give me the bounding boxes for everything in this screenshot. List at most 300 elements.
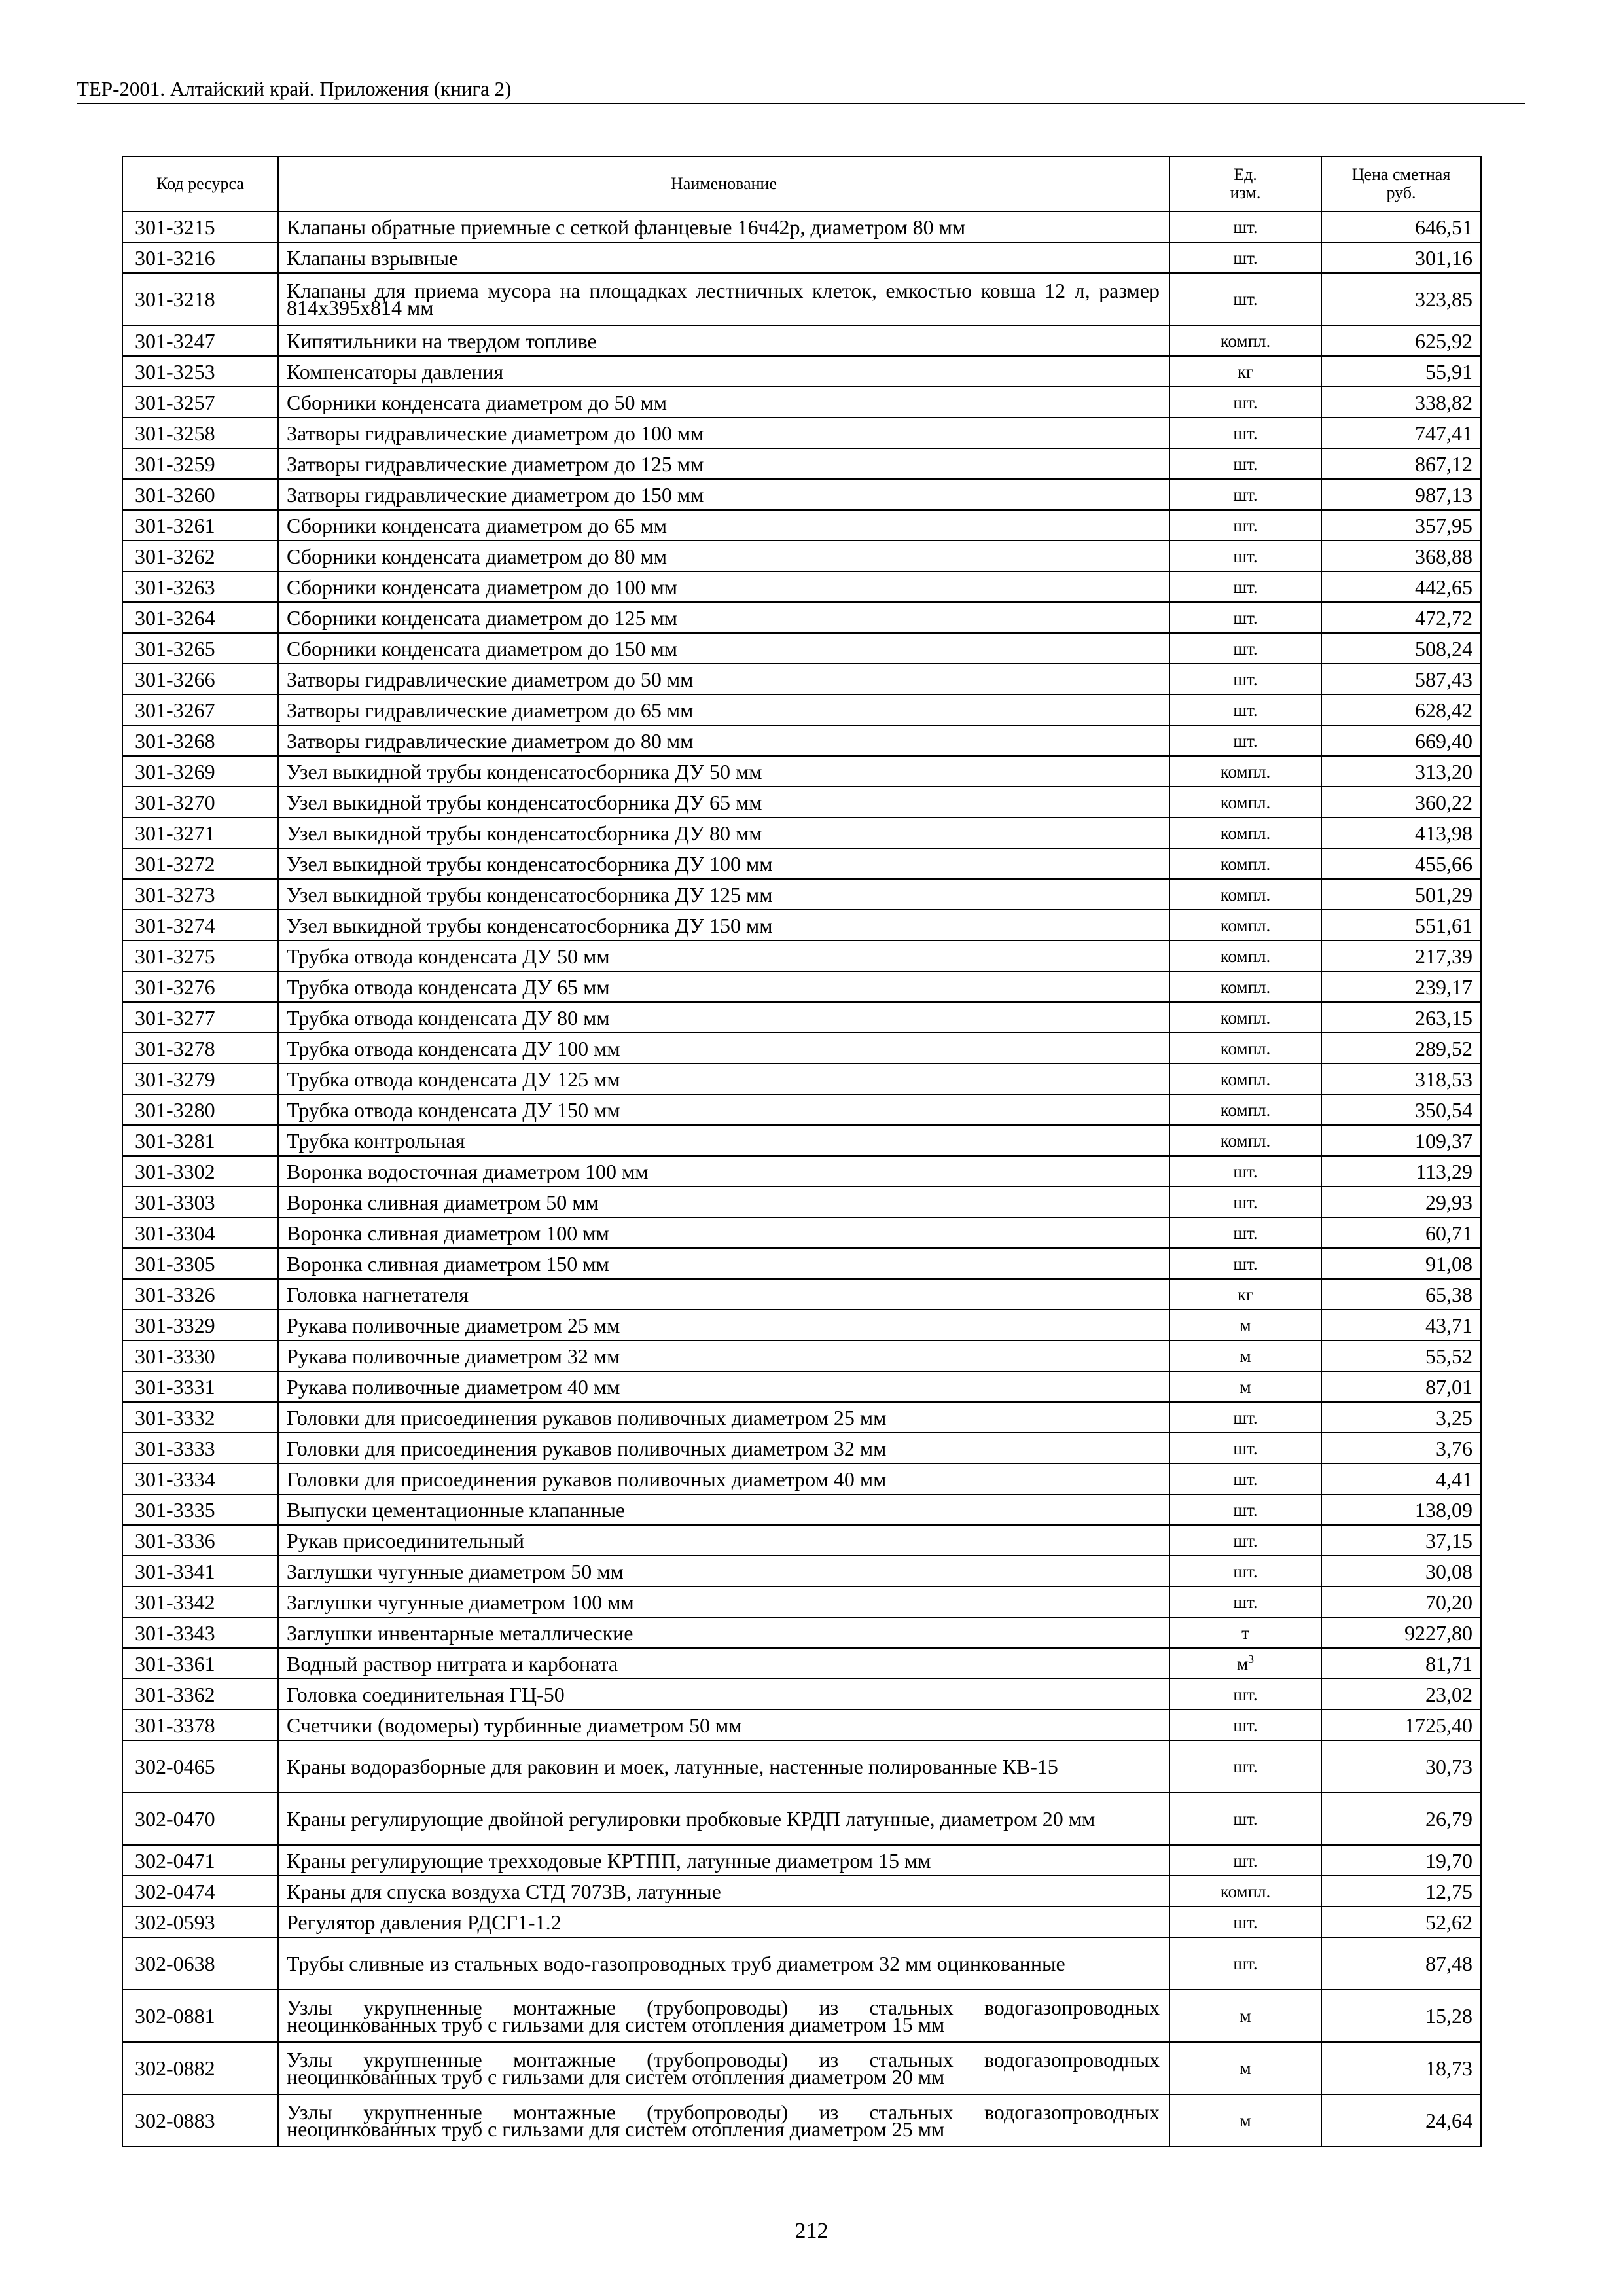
resource-code: 301-3341 bbox=[122, 1556, 278, 1587]
table-row bbox=[122, 1433, 1481, 1463]
resource-name: Затворы гидравлические диаметром до 100 мм bbox=[278, 418, 1169, 448]
resource-unit: шт. bbox=[1169, 1937, 1321, 1990]
resource-unit: кг bbox=[1169, 356, 1321, 387]
table-row bbox=[122, 1217, 1481, 1248]
resource-table bbox=[122, 156, 1482, 2147]
resource-name: Воронка сливная диаметром 100 мм bbox=[278, 1217, 1169, 1248]
resource-name: Рукава поливочные диаметром 25 мм bbox=[278, 1310, 1169, 1340]
resource-price: 551,61 bbox=[1321, 910, 1481, 941]
table-row bbox=[122, 1907, 1481, 1937]
resource-code: 301-3260 bbox=[122, 479, 278, 510]
resource-unit: компл. bbox=[1169, 1094, 1321, 1125]
table-row bbox=[122, 1248, 1481, 1279]
resource-unit: шт. bbox=[1169, 1463, 1321, 1494]
table-row bbox=[122, 418, 1481, 448]
resource-price: 24,64 bbox=[1321, 2094, 1481, 2147]
resource-price: 87,48 bbox=[1321, 1937, 1481, 1990]
resource-price: 87,01 bbox=[1321, 1371, 1481, 1402]
resource-name: Узел выкидной трубы конденсатосборника ДУ 80 мм bbox=[278, 817, 1169, 848]
resource-name: Краны для спуска воздуха СТД 7073В, латунные bbox=[278, 1876, 1169, 1907]
resource-code: 302-0638 bbox=[122, 1937, 278, 1990]
resource-name: Клапаны обратные приемные с сеткой фланцевые 16ч42р, диаметром 80 мм bbox=[278, 211, 1169, 242]
table-row bbox=[122, 1002, 1481, 1033]
header-price-line1: Цена сметная bbox=[1351, 165, 1451, 184]
resource-code: 301-3272 bbox=[122, 848, 278, 879]
resource-code: 301-3303 bbox=[122, 1187, 278, 1217]
resource-name: Заглушки чугунные диаметром 100 мм bbox=[278, 1587, 1169, 1617]
resource-unit: шт. bbox=[1169, 448, 1321, 479]
resource-name: Головка нагнетателя bbox=[278, 1279, 1169, 1310]
resource-code: 301-3266 bbox=[122, 664, 278, 694]
resource-unit: $м^3$ bbox=[1169, 1648, 1321, 1679]
resource-price: 19,70 bbox=[1321, 1845, 1481, 1876]
resource-unit: компл. bbox=[1169, 787, 1321, 817]
resource-unit: шт. bbox=[1169, 479, 1321, 510]
table-row bbox=[122, 1587, 1481, 1617]
resource-unit: компл. bbox=[1169, 1002, 1321, 1033]
resource-code: 301-3302 bbox=[122, 1156, 278, 1187]
table-row bbox=[122, 1156, 1481, 1187]
resource-unit: шт. bbox=[1169, 571, 1321, 602]
table-row bbox=[122, 848, 1481, 879]
resource-unit: м bbox=[1169, 2094, 1321, 2147]
resource-price: 43,71 bbox=[1321, 1310, 1481, 1340]
resource-code: 301-3279 bbox=[122, 1064, 278, 1094]
resource-price: 625,92 bbox=[1321, 325, 1481, 356]
resource-price: 501,29 bbox=[1321, 879, 1481, 910]
page-number: 212 bbox=[794, 2219, 829, 2243]
resource-unit: шт. bbox=[1169, 273, 1321, 325]
resource-price: 113,29 bbox=[1321, 1156, 1481, 1187]
resource-price: 301,16 bbox=[1321, 242, 1481, 273]
table-row bbox=[122, 879, 1481, 910]
resource-code: 302-0474 bbox=[122, 1876, 278, 1907]
resource-unit: шт. bbox=[1169, 1248, 1321, 1279]
resource-price: 263,15 bbox=[1321, 1002, 1481, 1033]
table-row bbox=[122, 387, 1481, 418]
resource-price: 55,91 bbox=[1321, 356, 1481, 387]
header-unit-line1: Ед. bbox=[1234, 165, 1257, 184]
resource-price: 360,22 bbox=[1321, 787, 1481, 817]
resource-code: 301-3278 bbox=[122, 1033, 278, 1064]
resource-price: 442,65 bbox=[1321, 571, 1481, 602]
resource-name: Затворы гидравлические диаметром до 50 мм bbox=[278, 664, 1169, 694]
table-row bbox=[122, 1494, 1481, 1525]
resource-name: Воронка сливная диаметром 50 мм bbox=[278, 1187, 1169, 1217]
resource-name: Клапаны для приема мусора на площадках лестничных клеток, емкостью ковша 12 л, размер 814х395х814 мм bbox=[278, 273, 1169, 325]
resource-unit: шт. bbox=[1169, 541, 1321, 571]
resource-price: 747,41 bbox=[1321, 418, 1481, 448]
resource-price: 70,20 bbox=[1321, 1587, 1481, 1617]
resource-unit: компл. bbox=[1169, 756, 1321, 787]
resource-price: 313,20 bbox=[1321, 756, 1481, 787]
resource-name: Узел выкидной трубы конденсатосборника ДУ 125 мм bbox=[278, 879, 1169, 910]
resource-unit: шт. bbox=[1169, 510, 1321, 541]
resource-code: 301-3259 bbox=[122, 448, 278, 479]
resource-unit: компл. bbox=[1169, 971, 1321, 1002]
resource-code: 302-0883 bbox=[122, 2094, 278, 2147]
resource-name: Сборники конденсата диаметром до 65 мм bbox=[278, 510, 1169, 541]
resource-code: 302-0471 bbox=[122, 1845, 278, 1876]
header-unit-line2: изм. bbox=[1230, 183, 1261, 202]
table-row bbox=[122, 817, 1481, 848]
resource-unit: шт. bbox=[1169, 1187, 1321, 1217]
resource-unit: шт. bbox=[1169, 1740, 1321, 1793]
resource-name: Трубка контрольная bbox=[278, 1125, 1169, 1156]
resource-price: 30,73 bbox=[1321, 1740, 1481, 1793]
resource-code: 301-3261 bbox=[122, 510, 278, 541]
resource-unit: шт. bbox=[1169, 1679, 1321, 1710]
resource-code: 301-3329 bbox=[122, 1310, 278, 1340]
resource-unit: шт. bbox=[1169, 602, 1321, 633]
resource-unit: шт. bbox=[1169, 211, 1321, 242]
table-row bbox=[122, 602, 1481, 633]
resource-price: 318,53 bbox=[1321, 1064, 1481, 1094]
resource-name: Выпуски цементационные клапанные bbox=[278, 1494, 1169, 1525]
resource-name: Трубка отвода конденсата ДУ 65 мм bbox=[278, 971, 1169, 1002]
header-price bbox=[1321, 156, 1481, 211]
table-row bbox=[122, 1845, 1481, 1876]
resource-code: 301-3333 bbox=[122, 1433, 278, 1463]
resource-name: Трубы сливные из стальных водо-газопроводных труб диаметром 32 мм оцинкованные bbox=[278, 1937, 1169, 1990]
table-row bbox=[122, 1371, 1481, 1402]
resource-name: Кипятильники на твердом топливе bbox=[278, 325, 1169, 356]
resource-price: 37,15 bbox=[1321, 1525, 1481, 1556]
resource-price: 413,98 bbox=[1321, 817, 1481, 848]
resource-unit: шт. bbox=[1169, 1710, 1321, 1740]
resource-name: Краны регулирующие трехходовые КРТПП, латунные диаметром 15 мм bbox=[278, 1845, 1169, 1876]
resource-unit: м bbox=[1169, 1310, 1321, 1340]
table-row bbox=[122, 1990, 1481, 2042]
resource-unit: шт. bbox=[1169, 1845, 1321, 1876]
table-row bbox=[122, 1064, 1481, 1094]
resource-unit: м bbox=[1169, 1990, 1321, 2042]
header-code: Код ресурса bbox=[122, 156, 278, 211]
resource-name: Сборники конденсата диаметром до 50 мм bbox=[278, 387, 1169, 418]
resource-code: 301-3253 bbox=[122, 356, 278, 387]
resource-code: 301-3378 bbox=[122, 1710, 278, 1740]
resource-name: Рукав присоединительный bbox=[278, 1525, 1169, 1556]
resource-code: 301-3267 bbox=[122, 694, 278, 725]
resource-code: 301-3275 bbox=[122, 941, 278, 971]
resource-price: 289,52 bbox=[1321, 1033, 1481, 1064]
table-row bbox=[122, 1740, 1481, 1793]
resource-unit: шт. bbox=[1169, 633, 1321, 664]
resource-code: 302-0882 bbox=[122, 2042, 278, 2094]
table-row bbox=[122, 941, 1481, 971]
resource-code: 301-3263 bbox=[122, 571, 278, 602]
resource-code: 301-3218 bbox=[122, 273, 278, 325]
resource-price: 217,39 bbox=[1321, 941, 1481, 971]
table-row bbox=[122, 1402, 1481, 1433]
table-row bbox=[122, 273, 1481, 325]
resource-price: 15,28 bbox=[1321, 1990, 1481, 2042]
resource-code: 301-3265 bbox=[122, 633, 278, 664]
table-row bbox=[122, 1937, 1481, 1990]
resource-code: 301-3276 bbox=[122, 971, 278, 1002]
resource-price: 26,79 bbox=[1321, 1793, 1481, 1845]
resource-name: Головки для присоединения рукавов поливочных диаметром 32 мм bbox=[278, 1433, 1169, 1463]
table-row bbox=[122, 1617, 1481, 1648]
resource-unit: компл. bbox=[1169, 910, 1321, 941]
table-row bbox=[122, 571, 1481, 602]
resource-price: 138,09 bbox=[1321, 1494, 1481, 1525]
table-row bbox=[122, 448, 1481, 479]
resource-code: 301-3331 bbox=[122, 1371, 278, 1402]
table-row bbox=[122, 1679, 1481, 1710]
resource-name: Рукава поливочные диаметром 40 мм bbox=[278, 1371, 1169, 1402]
resource-code: 301-3247 bbox=[122, 325, 278, 356]
resource-unit: шт. bbox=[1169, 418, 1321, 448]
table-row bbox=[122, 1340, 1481, 1371]
resource-unit: шт. bbox=[1169, 725, 1321, 756]
resource-name: Водный раствор нитрата и карбоната bbox=[278, 1648, 1169, 1679]
table-row bbox=[122, 1556, 1481, 1587]
resource-price: 628,42 bbox=[1321, 694, 1481, 725]
resource-name: Узел выкидной трубы конденсатосборника ДУ 150 мм bbox=[278, 910, 1169, 941]
resource-name: Компенсаторы давления bbox=[278, 356, 1169, 387]
resource-price: 109,37 bbox=[1321, 1125, 1481, 1156]
resource-name: Узел выкидной трубы конденсатосборника ДУ 100 мм bbox=[278, 848, 1169, 879]
resource-unit: компл. bbox=[1169, 941, 1321, 971]
resource-unit: т bbox=[1169, 1617, 1321, 1648]
resource-code: 302-0881 bbox=[122, 1990, 278, 2042]
resource-unit: м bbox=[1169, 1371, 1321, 1402]
resource-code: 301-3268 bbox=[122, 725, 278, 756]
resource-unit: м bbox=[1169, 1340, 1321, 1371]
resource-price: 1725,40 bbox=[1321, 1710, 1481, 1740]
resource-name: Сборники конденсата диаметром до 100 мм bbox=[278, 571, 1169, 602]
resource-code: 301-3216 bbox=[122, 242, 278, 273]
resource-name: Краны водоразборные для раковин и моек, латунные, настенные полированные КВ-15 bbox=[278, 1740, 1169, 1793]
resource-code: 301-3305 bbox=[122, 1248, 278, 1279]
resource-code: 301-3280 bbox=[122, 1094, 278, 1125]
table-row bbox=[122, 479, 1481, 510]
resource-code: 301-3342 bbox=[122, 1587, 278, 1617]
table-row bbox=[122, 541, 1481, 571]
resource-name: Узел выкидной трубы конденсатосборника ДУ 65 мм bbox=[278, 787, 1169, 817]
resource-unit: шт. bbox=[1169, 1494, 1321, 1525]
table-row bbox=[122, 2042, 1481, 2094]
table-row bbox=[122, 1793, 1481, 1845]
resource-unit: компл. bbox=[1169, 1064, 1321, 1094]
resource-price: 3,76 bbox=[1321, 1433, 1481, 1463]
resource-name: Счетчики (водомеры) турбинные диаметром 50 мм bbox=[278, 1710, 1169, 1740]
resource-unit: шт. bbox=[1169, 1217, 1321, 1248]
table-row bbox=[122, 1279, 1481, 1310]
table-row bbox=[122, 1463, 1481, 1494]
resource-code: 302-0593 bbox=[122, 1907, 278, 1937]
header-unit bbox=[1169, 156, 1321, 211]
resource-unit: шт. bbox=[1169, 694, 1321, 725]
table-row bbox=[122, 1310, 1481, 1340]
table-body bbox=[122, 211, 1481, 2147]
table-row bbox=[122, 1876, 1481, 1907]
resource-code: 301-3258 bbox=[122, 418, 278, 448]
resource-unit: компл. bbox=[1169, 1125, 1321, 1156]
table-row bbox=[122, 1648, 1481, 1679]
resource-price: 455,66 bbox=[1321, 848, 1481, 879]
resource-name: Узлы укрупненные монтажные (трубопроводы) из стальных водогазопроводных неоцинкованных труб с гильзами для систем отопления диаметром 15 мм bbox=[278, 1990, 1169, 2042]
resource-name: Сборники конденсата диаметром до 80 мм bbox=[278, 541, 1169, 571]
resource-code: 301-3281 bbox=[122, 1125, 278, 1156]
resource-price: 508,24 bbox=[1321, 633, 1481, 664]
resource-price: 9227,80 bbox=[1321, 1617, 1481, 1648]
resource-price: 338,82 bbox=[1321, 387, 1481, 418]
resource-name: Затворы гидравлические диаметром до 65 мм bbox=[278, 694, 1169, 725]
table-row bbox=[122, 910, 1481, 941]
resource-price: 29,93 bbox=[1321, 1187, 1481, 1217]
resource-name: Узел выкидной трубы конденсатосборника ДУ 50 мм bbox=[278, 756, 1169, 787]
resource-name: Сборники конденсата диаметром до 150 мм bbox=[278, 633, 1169, 664]
resource-code: 301-3362 bbox=[122, 1679, 278, 1710]
resource-price: 4,41 bbox=[1321, 1463, 1481, 1494]
resource-code: 301-3273 bbox=[122, 879, 278, 910]
resource-code: 301-3330 bbox=[122, 1340, 278, 1371]
resource-name: Клапаны взрывные bbox=[278, 242, 1169, 273]
header-price-line2: руб. bbox=[1386, 183, 1416, 202]
resource-name: Регулятор давления РДСГ1-1.2 bbox=[278, 1907, 1169, 1937]
resource-unit: шт. bbox=[1169, 1587, 1321, 1617]
table-row bbox=[122, 2094, 1481, 2147]
resource-code: 301-3304 bbox=[122, 1217, 278, 1248]
resource-code: 301-3215 bbox=[122, 211, 278, 242]
table-header-row bbox=[122, 156, 1481, 211]
resource-code: 301-3269 bbox=[122, 756, 278, 787]
resource-price: 587,43 bbox=[1321, 664, 1481, 694]
resource-unit: м bbox=[1169, 2042, 1321, 2094]
resource-name: Головки для присоединения рукавов поливочных диаметром 25 мм bbox=[278, 1402, 1169, 1433]
resource-price: 472,72 bbox=[1321, 602, 1481, 633]
table-row bbox=[122, 725, 1481, 756]
resource-unit: шт. bbox=[1169, 1793, 1321, 1845]
resource-name: Трубка отвода конденсата ДУ 100 мм bbox=[278, 1033, 1169, 1064]
table-row bbox=[122, 694, 1481, 725]
resource-unit: шт. bbox=[1169, 1556, 1321, 1587]
header-name: Наименование bbox=[278, 156, 1169, 211]
resource-unit: шт. bbox=[1169, 1907, 1321, 1937]
resource-price: 669,40 bbox=[1321, 725, 1481, 756]
resource-price: 357,95 bbox=[1321, 510, 1481, 541]
resource-name: Трубка отвода конденсата ДУ 125 мм bbox=[278, 1064, 1169, 1094]
table-row bbox=[122, 1710, 1481, 1740]
resource-unit: компл. bbox=[1169, 325, 1321, 356]
resource-name: Рукава поливочные диаметром 32 мм bbox=[278, 1340, 1169, 1371]
resource-unit: шт. bbox=[1169, 1433, 1321, 1463]
resource-price: 91,08 bbox=[1321, 1248, 1481, 1279]
resource-price: 52,62 bbox=[1321, 1907, 1481, 1937]
table-row bbox=[122, 1187, 1481, 1217]
resource-code: 302-0465 bbox=[122, 1740, 278, 1793]
resource-unit: шт. bbox=[1169, 1525, 1321, 1556]
resource-name: Головка соединительная ГЦ-50 bbox=[278, 1679, 1169, 1710]
resource-price: 646,51 bbox=[1321, 211, 1481, 242]
resource-price: 987,13 bbox=[1321, 479, 1481, 510]
resource-code: 301-3336 bbox=[122, 1525, 278, 1556]
table-row bbox=[122, 971, 1481, 1002]
resource-name: Узлы укрупненные монтажные (трубопроводы) из стальных водогазопроводных неоцинкованных труб с гильзами для систем отопления диаметром 25 мм bbox=[278, 2094, 1169, 2147]
table-row bbox=[122, 211, 1481, 242]
resource-code: 301-3335 bbox=[122, 1494, 278, 1525]
table-row bbox=[122, 664, 1481, 694]
resource-code: 302-0470 bbox=[122, 1793, 278, 1845]
table-row bbox=[122, 510, 1481, 541]
resource-unit: компл. bbox=[1169, 879, 1321, 910]
resource-unit: шт. bbox=[1169, 387, 1321, 418]
resource-code: 301-3361 bbox=[122, 1648, 278, 1679]
resource-unit: шт. bbox=[1169, 1156, 1321, 1187]
resource-name: Головки для присоединения рукавов поливочных диаметром 40 мм bbox=[278, 1463, 1169, 1494]
resource-unit: компл. bbox=[1169, 817, 1321, 848]
resource-unit: шт. bbox=[1169, 242, 1321, 273]
resource-name: Трубка отвода конденсата ДУ 150 мм bbox=[278, 1094, 1169, 1125]
resource-name: Заглушки чугунные диаметром 50 мм bbox=[278, 1556, 1169, 1587]
resource-code: 301-3270 bbox=[122, 787, 278, 817]
table-row bbox=[122, 1125, 1481, 1156]
page-header: ТЕР-2001. Алтайский край. Приложения (книга 2) bbox=[77, 77, 1525, 104]
resource-price: 12,75 bbox=[1321, 1876, 1481, 1907]
resource-code: 301-3271 bbox=[122, 817, 278, 848]
table-row bbox=[122, 325, 1481, 356]
resource-code: 301-3262 bbox=[122, 541, 278, 571]
table-row bbox=[122, 1094, 1481, 1125]
resource-price: 55,52 bbox=[1321, 1340, 1481, 1371]
resource-name: Узлы укрупненные монтажные (трубопроводы) из стальных водогазопроводных неоцинкованных труб с гильзами для систем отопления диаметром 20 мм bbox=[278, 2042, 1169, 2094]
resource-name: Воронка водосточная диаметром 100 мм bbox=[278, 1156, 1169, 1187]
resource-unit: кг bbox=[1169, 1279, 1321, 1310]
table-row bbox=[122, 356, 1481, 387]
resource-code: 301-3277 bbox=[122, 1002, 278, 1033]
resource-price: 3,25 bbox=[1321, 1402, 1481, 1433]
resource-price: 867,12 bbox=[1321, 448, 1481, 479]
resource-unit: компл. bbox=[1169, 1876, 1321, 1907]
resource-price: 81,71 bbox=[1321, 1648, 1481, 1679]
resource-code: 301-3257 bbox=[122, 387, 278, 418]
resource-price: 23,02 bbox=[1321, 1679, 1481, 1710]
resource-code: 301-3326 bbox=[122, 1279, 278, 1310]
resource-unit: компл. bbox=[1169, 848, 1321, 879]
resource-name: Воронка сливная диаметром 150 мм bbox=[278, 1248, 1169, 1279]
resource-code: 301-3274 bbox=[122, 910, 278, 941]
resource-name: Трубка отвода конденсата ДУ 50 мм bbox=[278, 941, 1169, 971]
resource-name: Трубка отвода конденсата ДУ 80 мм bbox=[278, 1002, 1169, 1033]
resource-unit: шт. bbox=[1169, 664, 1321, 694]
table-row bbox=[122, 1033, 1481, 1064]
resource-code: 301-3343 bbox=[122, 1617, 278, 1648]
resource-price: 350,54 bbox=[1321, 1094, 1481, 1125]
resource-unit: компл. bbox=[1169, 1033, 1321, 1064]
resource-code: 301-3332 bbox=[122, 1402, 278, 1433]
resource-price: 65,38 bbox=[1321, 1279, 1481, 1310]
unit-superscript: 3 bbox=[1248, 1652, 1255, 1666]
resource-name: Сборники конденсата диаметром до 125 мм bbox=[278, 602, 1169, 633]
resource-name: Затворы гидравлические диаметром до 125 мм bbox=[278, 448, 1169, 479]
resource-price: 30,08 bbox=[1321, 1556, 1481, 1587]
resource-price: 60,71 bbox=[1321, 1217, 1481, 1248]
resource-code: 301-3264 bbox=[122, 602, 278, 633]
resource-code: 301-3334 bbox=[122, 1463, 278, 1494]
resource-price: 18,73 bbox=[1321, 2042, 1481, 2094]
resource-price: 323,85 bbox=[1321, 273, 1481, 325]
table-row bbox=[122, 1525, 1481, 1556]
resource-name: Затворы гидравлические диаметром до 80 мм bbox=[278, 725, 1169, 756]
resource-name: Краны регулирующие двойной регулировки пробковые КРДП латунные, диаметром 20 мм bbox=[278, 1793, 1169, 1845]
resource-name: Затворы гидравлические диаметром до 150 мм bbox=[278, 479, 1169, 510]
table-row bbox=[122, 633, 1481, 664]
table-row bbox=[122, 756, 1481, 787]
resource-price: 239,17 bbox=[1321, 971, 1481, 1002]
table-row bbox=[122, 787, 1481, 817]
